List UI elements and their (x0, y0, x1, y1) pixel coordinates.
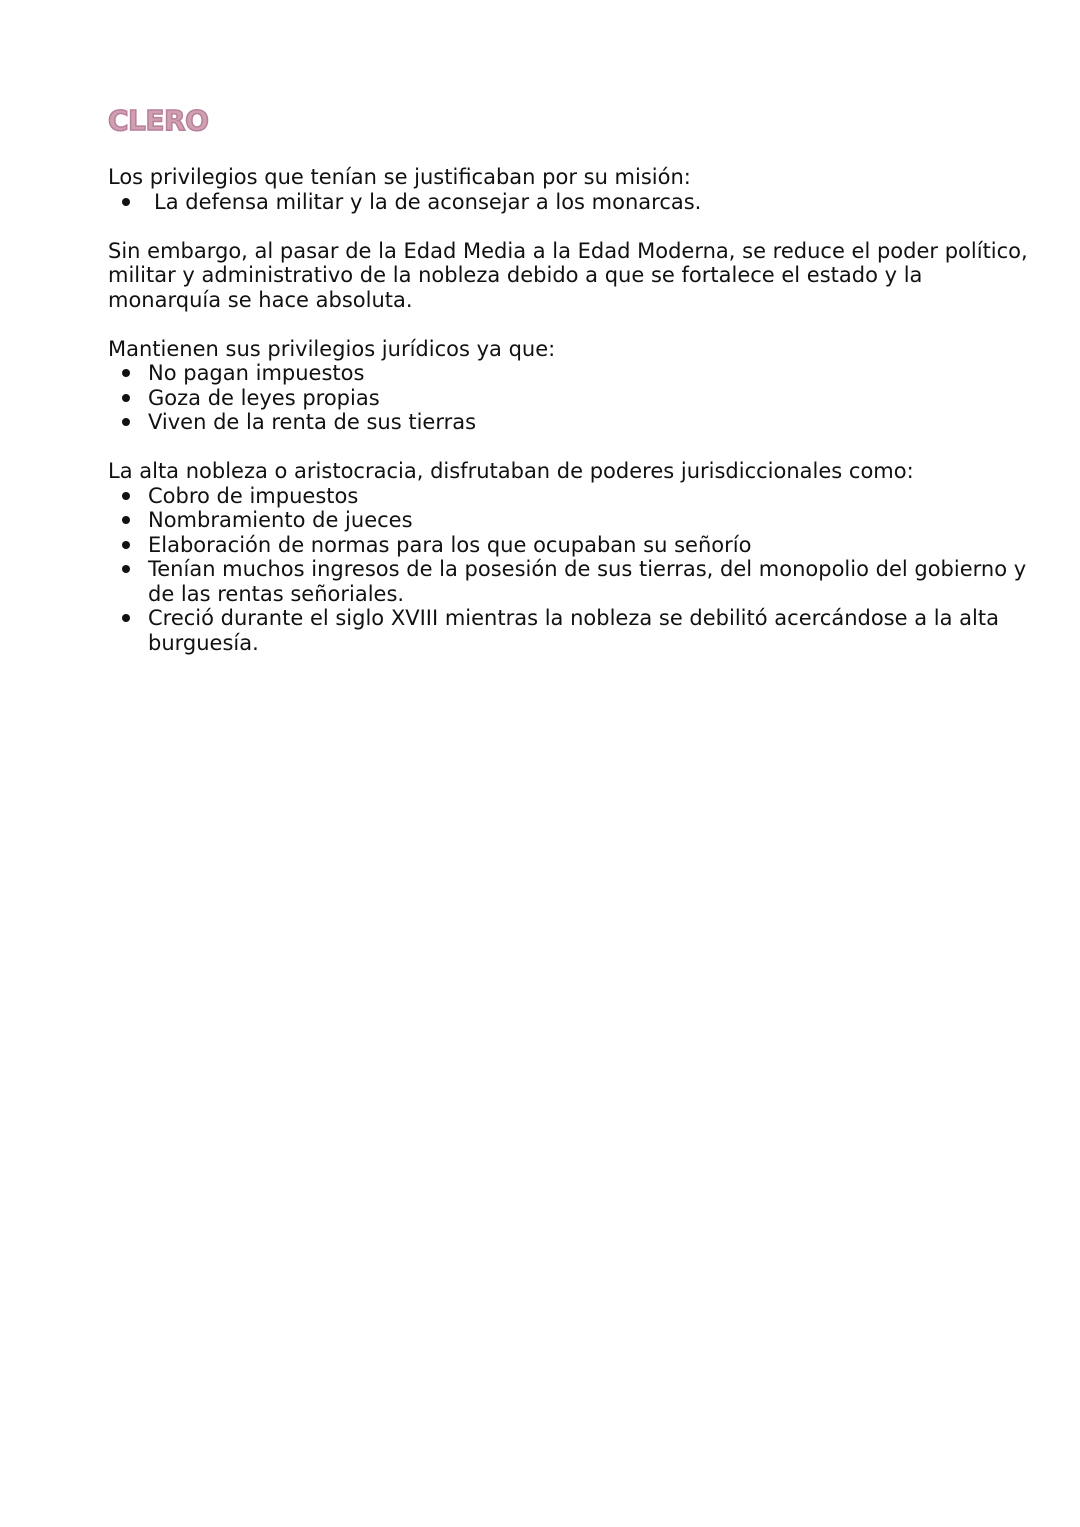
section-1-list (108, 190, 1038, 215)
list-item: Nombramiento de jueces (108, 508, 1038, 533)
section-4-list (108, 484, 1038, 656)
list-item: No pagan impuestos (108, 361, 1038, 386)
spacer (108, 312, 1038, 337)
list-item: Viven de la renta de sus tierras (108, 410, 1038, 435)
list-item: Tenían muchos ingresos de la posesión de sus tierras, del monopolio del gobierno y de las rentas señoriales. (108, 557, 1038, 606)
document-body (108, 165, 1038, 655)
section-3-list (108, 361, 1038, 435)
section-3-intro: Mantienen sus privilegios jurídicos ya que: (108, 336, 556, 361)
spacer (108, 214, 1038, 239)
spacer (108, 435, 1038, 460)
list-item: Creció durante el siglo XVIII mientras la nobleza se debilitó acercándose a la alta burguesía. (108, 606, 1038, 655)
section-4-intro: La alta nobleza o aristocracia, disfrutaban de poderes jurisdiccionales como: (108, 459, 914, 483)
section-1-intro: Los privilegios que tenían se justificaban por su misión: (108, 165, 691, 189)
list-item: Elaboración de normas para los que ocupaban su señorío (108, 533, 1038, 558)
list-item: Cobro de impuestos (108, 484, 1038, 509)
list-item: Goza de leyes propias (108, 386, 1038, 411)
section-2-paragraph: Sin embargo, al pasar de la Edad Media a la Edad Moderna, se reduce el poder político, militar y administrativo de la nobleza debido a que se fortalece el estado y la monarquía se hace absoluta. (108, 238, 1028, 312)
page-title: CLERO (108, 104, 209, 137)
list-item: La defensa militar y la de aconsejar a los monarcas. (108, 190, 1038, 215)
